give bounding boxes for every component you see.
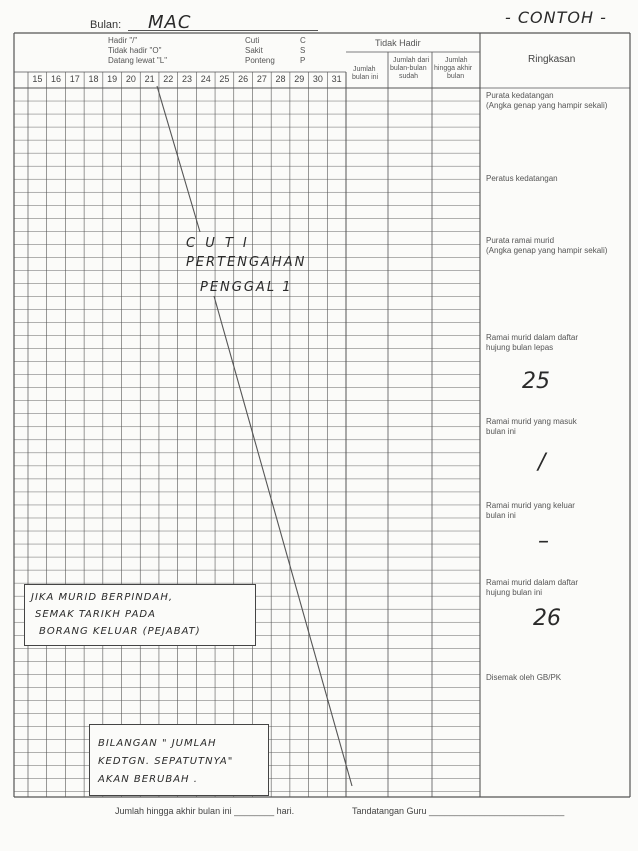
- day-27: 27: [256, 74, 267, 84]
- tidak-hadir-title: Tidak Hadir: [375, 38, 421, 48]
- note-pindah: [24, 584, 256, 646]
- ramai-ini-line2: hujung bulan ini: [486, 588, 543, 597]
- pertengahan-label: PERTENGAHAN: [186, 255, 307, 270]
- code-p: P: [300, 56, 306, 65]
- ringkasan-title: Ringkasan: [528, 54, 576, 65]
- purata-ramai-line2: (Angka genap yang hampir sekali): [486, 246, 608, 255]
- note-pindah-line3: BORANG KELUAR (PEJABAT): [39, 626, 201, 637]
- day-30: 30: [312, 74, 323, 84]
- purata-kedatangan-line1: Purata kedatangan: [486, 91, 554, 100]
- ramai-ini: [486, 578, 578, 598]
- legend-ponteng: Ponteng: [245, 56, 275, 65]
- note-bilangan-line2: KEDTGN. SEPATUTNYA": [98, 756, 234, 767]
- ramai-masuk-value: /: [538, 450, 546, 475]
- day-28: 28: [275, 74, 286, 84]
- purata-kedatangan: [486, 91, 607, 111]
- ramai-lepas: [486, 333, 578, 353]
- day-26: 26: [238, 74, 249, 84]
- ramai-lepas-line2: hujung bulan lepas: [486, 343, 554, 352]
- penggal-label: PENGGAL 1: [200, 280, 293, 295]
- bulan-label: Bulan:: [90, 19, 122, 31]
- cuti-label: C U T I: [186, 236, 250, 251]
- jumlah-bulan-ini-1: Jumlah: [353, 66, 376, 73]
- footer-jumlah: Jumlah hingga akhir bulan ini ________ hari.: [115, 806, 295, 816]
- day-19: 19: [107, 74, 118, 84]
- note-bilangan-line3: AKAN BERUBAH .: [98, 774, 198, 785]
- note-pindah-line2: SEMAK TARIKH PADA: [35, 609, 156, 620]
- legend-hadir: Hadir "/": [108, 36, 138, 45]
- disemak: Disemak oleh GB/PK: [486, 673, 562, 682]
- day-22: 22: [163, 74, 174, 84]
- ramai-ini-value: 26: [533, 606, 561, 631]
- jumlah-hingga-1: Jumlah: [445, 57, 468, 64]
- jumlah-dari-2: bulan-bulan: [390, 65, 427, 72]
- day-17: 17: [69, 74, 80, 84]
- legend-sakit: Sakit: [245, 46, 263, 55]
- jumlah-hingga-3: bulan: [447, 73, 465, 80]
- ramai-keluar-value: –: [538, 529, 549, 554]
- code-s: S: [300, 46, 306, 55]
- legend-tidak-hadir: Tidak hadir "O": [108, 46, 162, 55]
- note-pindah-line1: JIKA MURID BERPINDAH,: [31, 592, 174, 603]
- day-15: 15: [32, 74, 43, 84]
- day-20: 20: [125, 74, 136, 84]
- legend-datang-lewat: Datang lewat "L": [108, 56, 168, 65]
- holiday-stroke-lower: [214, 296, 352, 786]
- day-29: 29: [294, 74, 305, 84]
- note-bilangan-line1: BILANGAN " JUMLAH: [98, 738, 217, 749]
- ramai-ini-line1: Ramai murid dalam daftar: [486, 578, 579, 587]
- day-25: 25: [219, 74, 230, 84]
- purata-kedatangan-line2: (Angka genap yang hampir sekali): [486, 101, 608, 110]
- purata-ramai-line1: Purata ramai murid: [486, 236, 555, 245]
- day-31: 31: [331, 74, 342, 84]
- purata-ramai: [486, 236, 607, 256]
- day-21: 21: [144, 74, 155, 84]
- ramai-lepas-value: 25: [522, 369, 550, 394]
- footer-tandatangan: Tandatangan Guru ___________________________: [352, 806, 565, 816]
- legend-cuti: Cuti: [245, 36, 260, 45]
- day-18: 18: [88, 74, 99, 84]
- jumlah-hingga-2: hingga akhir: [434, 65, 473, 72]
- day-24: 24: [200, 74, 211, 84]
- code-c: C: [300, 36, 306, 45]
- day-23: 23: [181, 74, 192, 84]
- ramai-masuk-line2: bulan ini: [486, 427, 516, 436]
- ramai-keluar: [486, 501, 575, 521]
- ramai-lepas-line1: Ramai murid dalam daftar: [486, 333, 579, 342]
- jumlah-dari-1: Jumlah dari: [393, 57, 430, 64]
- ramai-masuk-line1: Ramai murid yang masuk: [486, 417, 577, 426]
- peratus-kedatangan: Peratus kedatangan: [486, 174, 558, 183]
- contoh-label: - CONTOH -: [505, 8, 607, 27]
- ramai-keluar-line1: Ramai murid yang keluar: [486, 501, 575, 510]
- holiday-stroke-upper: [157, 86, 200, 232]
- jumlah-dari-3: sudah: [399, 73, 419, 80]
- note-bilangan: [89, 724, 269, 796]
- ramai-keluar-line2: bulan ini: [486, 511, 516, 520]
- day-16: 16: [51, 74, 62, 84]
- bulan-value: MAC: [148, 12, 192, 33]
- jumlah-bulan-ini-2: bulan ini: [352, 74, 379, 81]
- ramai-masuk: [486, 417, 577, 437]
